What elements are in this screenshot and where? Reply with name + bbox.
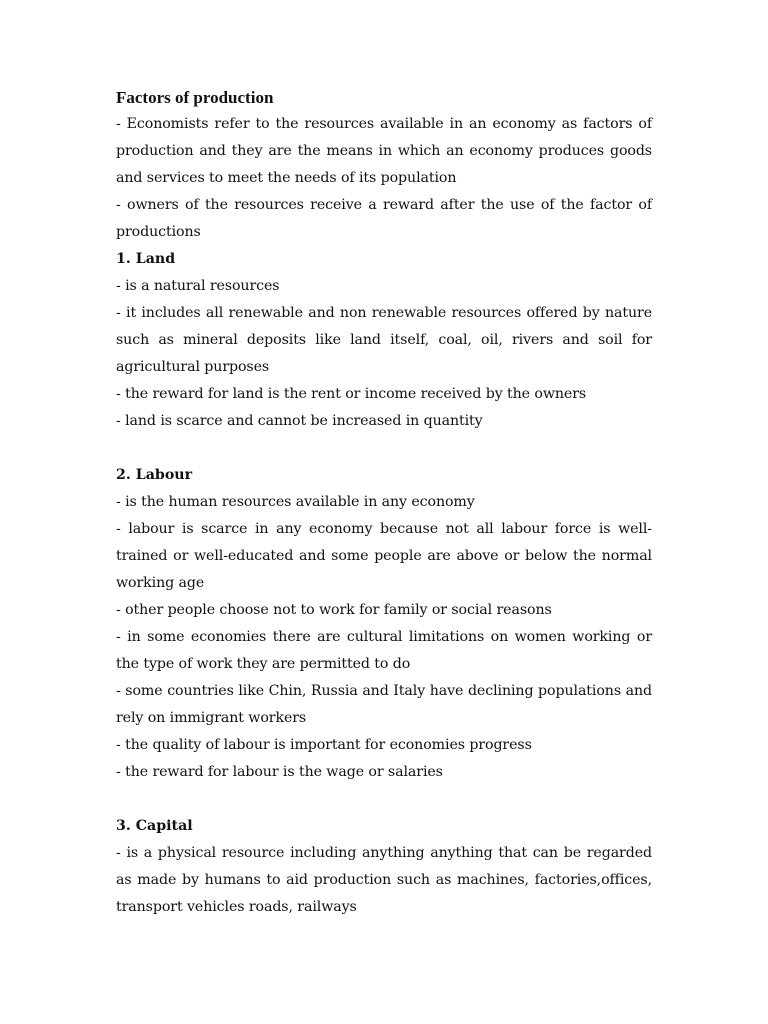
bullet-point: - is a physical resource including anything anything that can be regarded as made by humans to aid production such as machines, factories,offices, transport vehicles roads, railways bbox=[116, 845, 652, 915]
section-capital bbox=[116, 813, 652, 921]
bullet-point: - is a natural resources bbox=[116, 278, 280, 294]
intro-paragraph: - owners of the resources receive a reward after the use of the factor of productions bbox=[116, 197, 652, 240]
section-heading: 2. Labour bbox=[116, 467, 193, 483]
bullet-point: - land is scarce and cannot be increased in quantity bbox=[116, 413, 483, 429]
section-land bbox=[116, 246, 652, 435]
bullet-point: - other people choose not to work for family or social reasons bbox=[116, 602, 552, 618]
bullet-point: - the quality of labour is important for economies progress bbox=[116, 737, 532, 753]
bullet-point: - in some economies there are cultural limitations on women working or the type of work they are permitted to do bbox=[116, 629, 652, 672]
section-heading: 3. Capital bbox=[116, 818, 193, 834]
bullet-point: - the reward for labour is the wage or salaries bbox=[116, 764, 443, 780]
section-spacer bbox=[116, 435, 652, 462]
section-labour bbox=[116, 462, 652, 786]
intro-paragraph: - Economists refer to the resources available in an economy as factors of production and they are the means in which an economy produces goods and services to meet the needs of its population bbox=[116, 116, 652, 186]
bullet-point: - labour is scarce in any economy because not all labour force is well-trained or well-educated and some people are above or below the normal working age bbox=[116, 521, 652, 591]
section-heading: 1. Land bbox=[116, 251, 176, 267]
document-title: Factors of production bbox=[116, 88, 274, 107]
bullet-point: - some countries like Chin, Russia and Italy have declining populations and rely on immigrant workers bbox=[116, 683, 652, 726]
bullet-point: - is the human resources available in any economy bbox=[116, 494, 475, 510]
bullet-point: - the reward for land is the rent or income received by the owners bbox=[116, 386, 587, 402]
document-page bbox=[116, 84, 652, 921]
bullet-point: - it includes all renewable and non renewable resources offered by nature such as mineral deposits like land itself, coal, oil, rivers and soil for agricultural purposes bbox=[116, 305, 652, 375]
section-spacer bbox=[116, 786, 652, 813]
